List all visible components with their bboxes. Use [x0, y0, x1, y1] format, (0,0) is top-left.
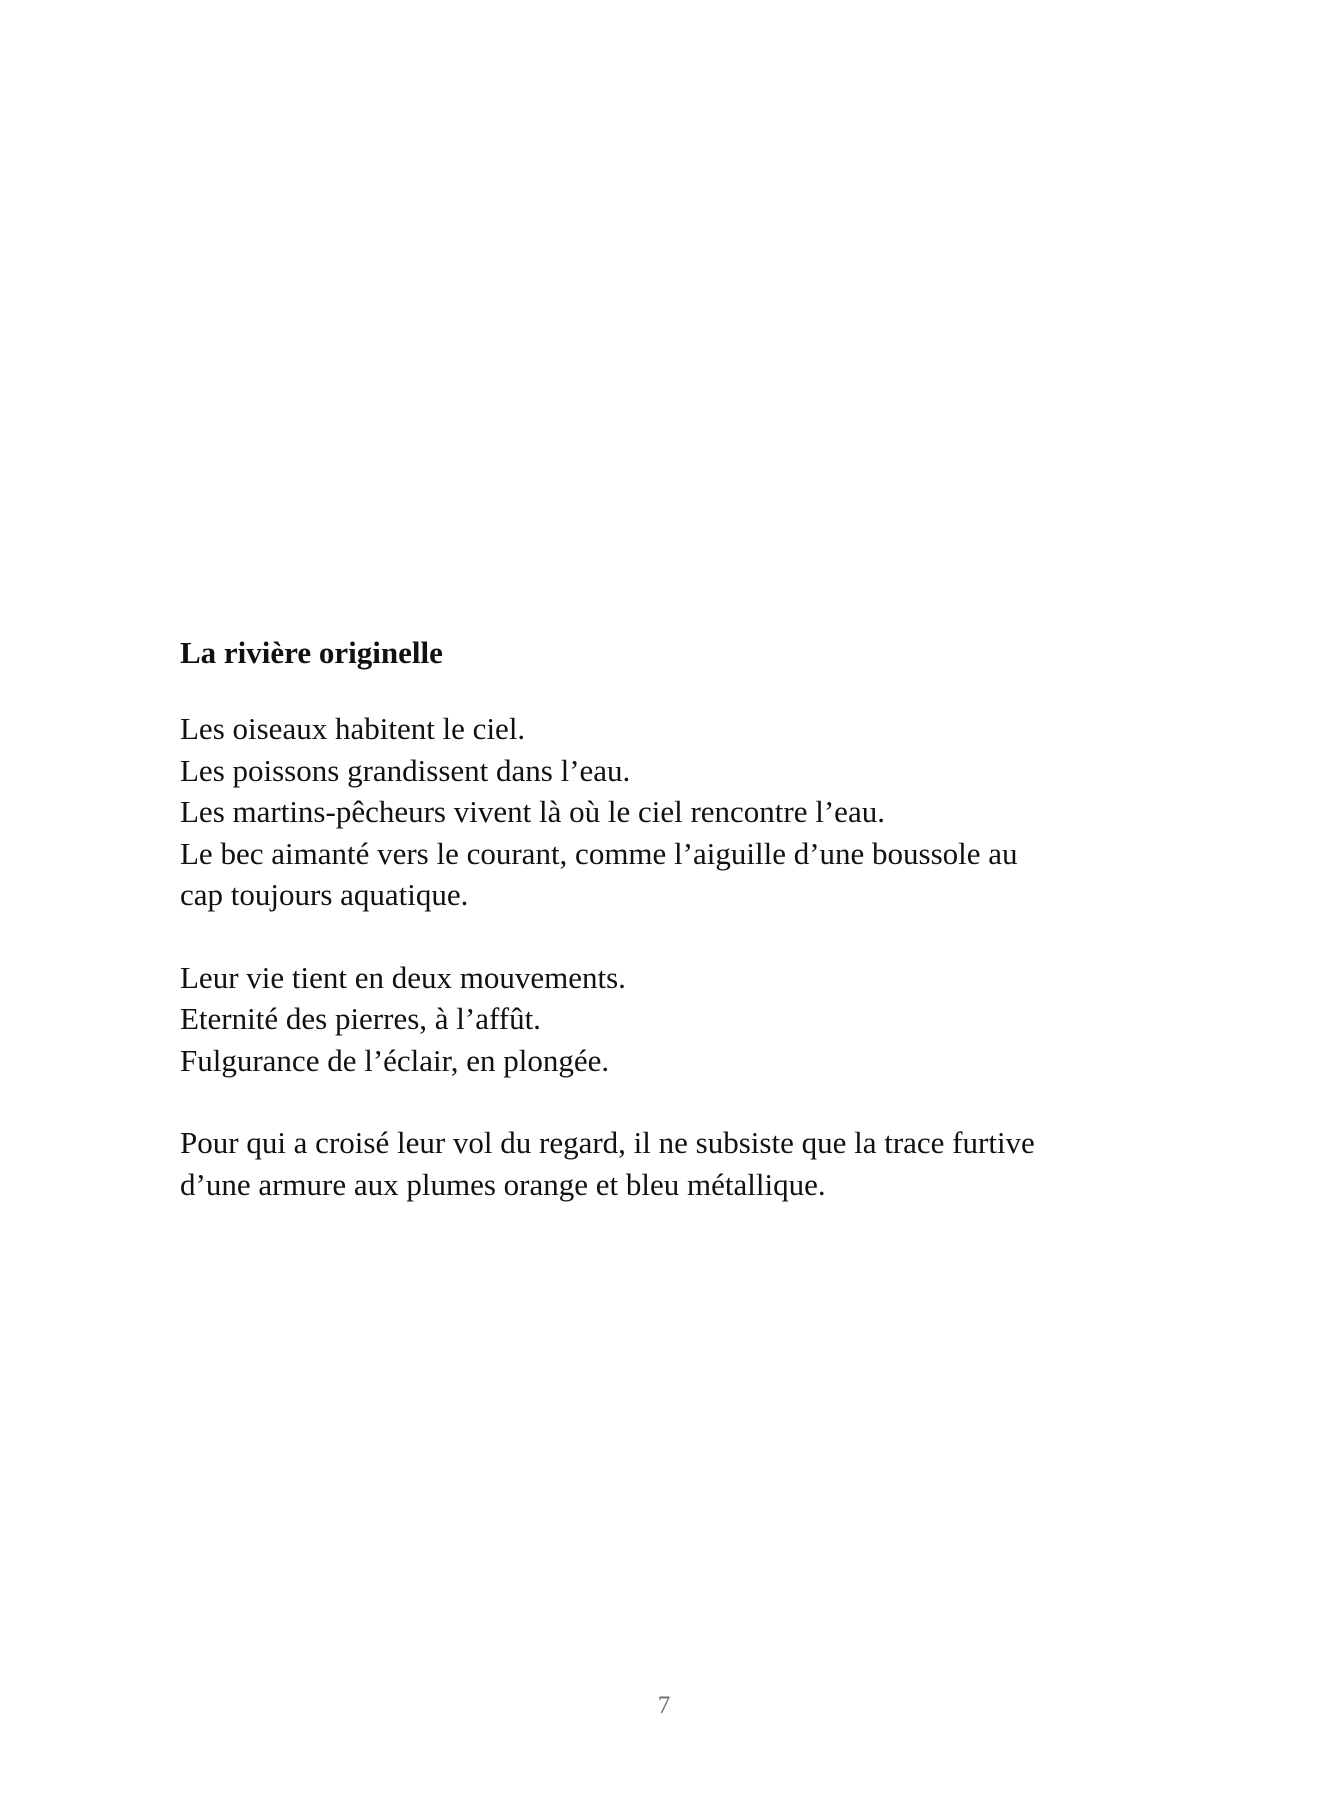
poem-line: Eternité des pierres, à l’affût.	[180, 1001, 541, 1036]
poem-title: La rivière originelle	[180, 635, 443, 670]
poem-line: Leur vie tient en deux mouvements.	[180, 959, 626, 995]
poem-line: Le bec aimanté vers le courant, comme l’aiguille d’une boussole au	[180, 835, 1018, 871]
poem-line: d’une armure aux plumes orange et bleu métallique.	[180, 1166, 826, 1202]
poem-line: Les martins-pêcheurs vivent là où le ciel rencontre l’eau.	[180, 794, 885, 829]
stanza-3	[180, 1122, 1180, 1205]
stanza-2	[180, 957, 1180, 1082]
poem	[180, 632, 1180, 1246]
poem-line: Les poissons grandissent dans l’eau.	[180, 752, 631, 788]
poem-line: cap toujours aquatique.	[180, 877, 469, 912]
poem-line: Pour qui a croisé leur vol du regard, il ne subsiste que la trace furtive	[180, 1125, 1035, 1160]
poem-line: Les oiseaux habitent le ciel.	[180, 711, 526, 746]
page-number: 7	[657, 1692, 671, 1719]
poem-line: Fulgurance de l’éclair, en plongée.	[180, 1042, 610, 1078]
stanza-1	[180, 708, 1180, 916]
